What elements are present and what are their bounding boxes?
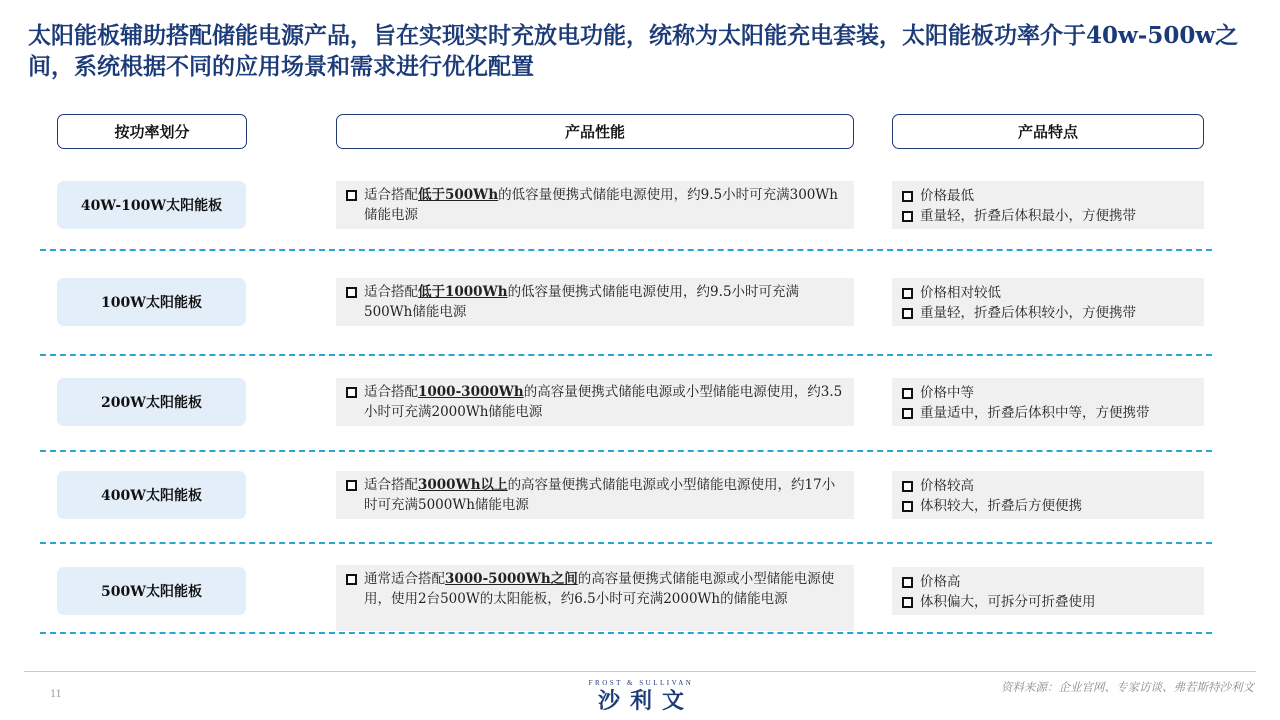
- checkbox-bullet-icon: [346, 287, 357, 298]
- row-divider: [40, 354, 1212, 356]
- checkbox-bullet-icon: [902, 408, 913, 419]
- row-divider: [40, 542, 1212, 544]
- features-cell: 价格中等 重量适中，折叠后体积中等，方便携带: [892, 378, 1204, 426]
- category-cell: 40W-100W太阳能板: [57, 181, 246, 229]
- footer-divider: [24, 671, 1256, 672]
- checkbox-bullet-icon: [902, 308, 913, 319]
- checkbox-bullet-icon: [902, 481, 913, 492]
- source-note: 资料来源：企业官网、专家访谈、弗若斯特沙利文: [1001, 680, 1254, 694]
- category-cell: 100W太阳能板: [57, 278, 246, 326]
- checkbox-bullet-icon: [346, 574, 357, 585]
- performance-cell: 适合搭配3000Wh以上的高容量便携式储能电源或小型储能电源使用，约17小时可充满5000Wh储能电源: [336, 471, 854, 519]
- features-cell: 价格最低 重量轻，折叠后体积最小，方便携带: [892, 181, 1204, 229]
- features-cell: 价格较高 体积较大，折叠后方便便携: [892, 471, 1204, 519]
- header-performance: 产品性能: [336, 114, 854, 149]
- category-cell: 200W太阳能板: [57, 378, 246, 426]
- page-number: 11: [50, 686, 62, 700]
- header-category: 按功率划分: [57, 114, 247, 149]
- row-divider: [40, 632, 1212, 634]
- checkbox-bullet-icon: [902, 211, 913, 222]
- checkbox-bullet-icon: [346, 480, 357, 491]
- features-cell: 价格高 体积偏大，可拆分可折叠使用: [892, 567, 1204, 615]
- logo-chinese-text: 沙利文: [597, 688, 694, 714]
- checkbox-bullet-icon: [902, 597, 913, 608]
- page-title: 太阳能板辅助搭配储能电源产品，旨在实现实时充放电功能，统称为太阳能充电套装，太阳能板功率介于40w-500w之间，系统根据不同的应用场景和需求进行优化配置: [28, 22, 1239, 80]
- row-divider: [40, 249, 1212, 251]
- category-cell: 500W太阳能板: [57, 567, 246, 615]
- header-features: 产品特点: [892, 114, 1204, 149]
- row-divider: [40, 450, 1212, 452]
- performance-cell: 适合搭配低于1000Wh的低容量便携式储能电源使用，约9.5小时可充满500Wh储能电源: [336, 278, 854, 326]
- checkbox-bullet-icon: [902, 191, 913, 202]
- checkbox-bullet-icon: [902, 388, 913, 399]
- features-cell: 价格相对较低 重量轻，折叠后体积较小，方便携带: [892, 278, 1204, 326]
- checkbox-bullet-icon: [902, 577, 913, 588]
- logo-english-text: FROST & SULLIVAN: [588, 679, 694, 687]
- performance-cell: 通常适合搭配3000-5000Wh之间的高容量便携式储能电源或小型储能电源使用，使用2台500W的太阳能板，约6.5小时可充满2000Wh的储能电源: [336, 565, 854, 631]
- frost-sullivan-logo: [580, 679, 702, 714]
- performance-cell: 适合搭配低于500Wh的低容量便携式储能电源使用，约9.5小时可充满300Wh储能电源: [336, 181, 854, 229]
- checkbox-bullet-icon: [902, 288, 913, 299]
- checkbox-bullet-icon: [346, 387, 357, 398]
- performance-cell: 适合搭配1000-3000Wh的高容量便携式储能电源或小型储能电源使用，约3.5小时可充满2000Wh储能电源: [336, 378, 854, 426]
- category-cell: 400W太阳能板: [57, 471, 246, 519]
- checkbox-bullet-icon: [902, 501, 913, 512]
- checkbox-bullet-icon: [346, 190, 357, 201]
